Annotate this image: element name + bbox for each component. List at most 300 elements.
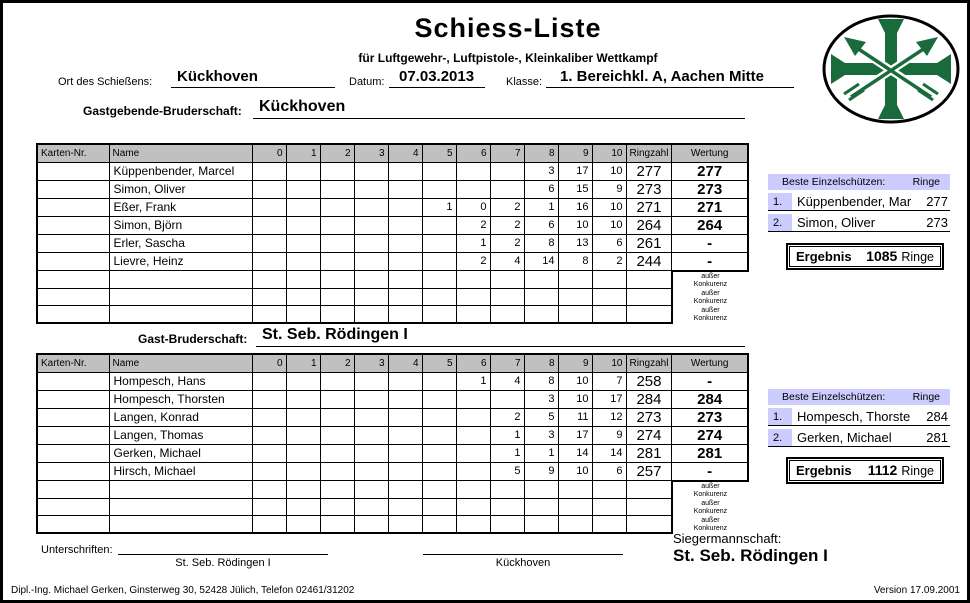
hit-cell-3: [354, 306, 388, 323]
hit-cell-9: [558, 306, 592, 323]
hit-cell-2: [320, 306, 354, 323]
best-header-unit: Ringe: [912, 176, 940, 188]
name-cell: Simon, Björn: [109, 216, 252, 234]
hit-cell-4: [388, 252, 422, 271]
guest-ergebnis-box: [789, 460, 941, 481]
hit-cell-7: [490, 499, 524, 516]
hit-cell-7: 2: [490, 408, 524, 426]
best-name: Hompesch, Thorste: [797, 409, 911, 424]
winner-value: St. Seb. Rödingen I: [673, 546, 828, 565]
name-cell: Eßer, Frank: [109, 198, 252, 216]
wertung-cell: 271: [672, 198, 748, 216]
best-ringe: 284: [926, 409, 948, 424]
hit-cell-4: [388, 198, 422, 216]
best-name: Gerken, Michael: [797, 430, 892, 445]
hit-cell-10: [592, 499, 626, 516]
hit-cell-3: [354, 426, 388, 444]
hit-cell-6: 2: [456, 252, 490, 271]
score-row: [37, 426, 748, 444]
karten-cell: [37, 271, 109, 289]
hit-cell-8: 1: [524, 198, 558, 216]
hit-cell-0: [252, 271, 286, 289]
score-row: [37, 372, 748, 390]
hit-cell-4: [388, 306, 422, 323]
hit-cell-9: 10: [558, 390, 592, 408]
wertung-cell: 274: [672, 426, 748, 444]
footer-contact: Dipl.-Ing. Michael Gerken, Ginsterweg 30, 52428 Jülich, Telefon 02461/31202: [11, 585, 355, 596]
hit-cell-2: [320, 234, 354, 252]
name-cell: [109, 499, 252, 516]
hit-cell-7: 4: [490, 372, 524, 390]
hit-cell-3: [354, 516, 388, 533]
hit-cell-0: [252, 390, 286, 408]
hit-cell-2: [320, 252, 354, 271]
hit-cell-3: [354, 180, 388, 198]
hit-cell-4: [388, 271, 422, 289]
score-row: [37, 162, 748, 180]
ergebnis-unit: Ringe: [901, 249, 934, 264]
hit-cell-7: [490, 180, 524, 198]
hit-cell-4: [388, 516, 422, 533]
karten-cell: [37, 289, 109, 306]
hit-cell-3: [354, 234, 388, 252]
wertung-cell: -: [672, 234, 748, 252]
karten-cell: [37, 216, 109, 234]
host-best-panel: [768, 174, 950, 232]
name-cell: Küppenbender, Marcel: [109, 162, 252, 180]
hit-cell-5: [422, 390, 456, 408]
hit-cell-1: [286, 372, 320, 390]
hit-cell-3: [354, 271, 388, 289]
hit-cell-0: [252, 408, 286, 426]
signature-caption-host: Kückhoven: [495, 557, 551, 569]
hit-cell-2: [320, 271, 354, 289]
hit-cell-6: [456, 499, 490, 516]
hit-cell-8: 1: [524, 444, 558, 462]
hit-cell-7: 2: [490, 234, 524, 252]
hit-cell-9: [558, 516, 592, 533]
hit-cell-10: 10: [592, 198, 626, 216]
ringzahl-cell: 257: [626, 462, 672, 481]
header-cell-6: 6: [456, 144, 490, 162]
hit-cell-8: 5: [524, 408, 558, 426]
hit-cell-0: [252, 198, 286, 216]
name-cell: Erler, Sascha: [109, 234, 252, 252]
header-cell-7: 7: [490, 144, 524, 162]
hit-cell-9: 14: [558, 444, 592, 462]
hit-cell-10: 12: [592, 408, 626, 426]
best-ringe: 273: [926, 215, 948, 230]
score-row: [37, 444, 748, 462]
name-cell: Hompesch, Thorsten: [109, 390, 252, 408]
hit-cell-0: [252, 372, 286, 390]
hit-cell-1: [286, 444, 320, 462]
hit-cell-2: [320, 481, 354, 499]
hit-cell-8: [524, 306, 558, 323]
hit-cell-7: [490, 516, 524, 533]
hit-cell-8: 14: [524, 252, 558, 271]
hit-cell-7: 1: [490, 426, 524, 444]
hit-cell-10: 7: [592, 372, 626, 390]
hit-cell-9: 17: [558, 162, 592, 180]
header-cell-8: 8: [524, 144, 558, 162]
hit-cell-1: [286, 481, 320, 499]
ergebnis-unit: Ringe: [901, 463, 934, 478]
hit-cell-3: [354, 372, 388, 390]
hit-cell-5: [422, 252, 456, 271]
hit-cell-5: [422, 408, 456, 426]
best-rank: 1.: [768, 193, 792, 210]
hit-cell-6: [456, 271, 490, 289]
best-name: Küppenbender, Mar: [797, 194, 912, 209]
hit-cell-6: [456, 180, 490, 198]
karten-cell: [37, 516, 109, 533]
hit-cell-5: [422, 372, 456, 390]
empty-score-row: [37, 289, 748, 306]
score-row: [37, 216, 748, 234]
hit-cell-1: [286, 390, 320, 408]
ergebnis-value: 1085: [866, 247, 898, 264]
signature-line-host: [423, 543, 623, 555]
host-score-table: [36, 143, 749, 324]
page-subtitle: für Luftgewehr-, Luftpistole-, Kleinkaliber Wettkampf: [358, 51, 658, 65]
hit-cell-8: 8: [524, 234, 558, 252]
ringzahl-cell: 271: [626, 198, 672, 216]
hit-cell-4: [388, 289, 422, 306]
best-row: [768, 408, 950, 426]
hit-cell-5: [422, 180, 456, 198]
hit-cell-3: [354, 162, 388, 180]
name-cell: Langen, Konrad: [109, 408, 252, 426]
wertung-cell: 284: [672, 390, 748, 408]
hit-cell-3: [354, 444, 388, 462]
hit-cell-7: 4: [490, 252, 524, 271]
hit-cell-8: 3: [524, 390, 558, 408]
header-cell-3: 3: [354, 354, 388, 372]
hit-cell-2: [320, 516, 354, 533]
hit-cell-10: 10: [592, 216, 626, 234]
guest-score-table: [36, 353, 749, 534]
hit-cell-2: [320, 499, 354, 516]
hit-cell-0: [252, 234, 286, 252]
wertung-cell: 273: [672, 408, 748, 426]
hit-cell-7: [490, 306, 524, 323]
signature-caption-guest: St. Seb. Rödingen I: [175, 557, 271, 569]
out-of-competition-note: außer Konkurenz: [693, 306, 728, 322]
wertung-cell: 277: [672, 162, 748, 180]
hit-cell-10: [592, 306, 626, 323]
guest-brotherhood-value: St. Seb. Rödingen I: [256, 326, 745, 347]
footer-version: Version 17.09.2001: [873, 585, 960, 596]
hit-cell-10: 2: [592, 252, 626, 271]
karten-cell: [37, 252, 109, 271]
empty-score-row: [37, 516, 748, 533]
hit-cell-1: [286, 271, 320, 289]
hit-cell-7: [490, 390, 524, 408]
ergebnis-value: 1112: [867, 461, 898, 478]
hit-cell-5: [422, 234, 456, 252]
header-cell-8: 8: [524, 354, 558, 372]
hit-cell-4: [388, 499, 422, 516]
score-row: [37, 198, 748, 216]
ringzahl-cell: 273: [626, 408, 672, 426]
hit-cell-10: 17: [592, 390, 626, 408]
score-row: [37, 408, 748, 426]
karten-cell: [37, 444, 109, 462]
score-row: [37, 252, 748, 271]
ergebnis-label: Ergebnis: [796, 249, 852, 264]
karten-cell: [37, 390, 109, 408]
header-cell-name: Name: [109, 144, 252, 162]
out-of-competition-note: außer Konkurenz: [693, 482, 728, 498]
hit-cell-8: 3: [524, 162, 558, 180]
wertung-cell: -: [672, 462, 748, 481]
hit-cell-8: [524, 499, 558, 516]
hit-cell-10: 6: [592, 234, 626, 252]
ringzahl-cell: 264: [626, 216, 672, 234]
hit-cell-6: [456, 408, 490, 426]
hit-cell-7: [490, 481, 524, 499]
hit-cell-4: [388, 372, 422, 390]
hit-cell-2: [320, 444, 354, 462]
best-header: [768, 389, 950, 405]
hit-cell-9: [558, 499, 592, 516]
name-cell: Langen, Thomas: [109, 426, 252, 444]
ergebnis-label: Ergebnis: [796, 463, 852, 478]
best-name: Simon, Oliver: [797, 215, 876, 230]
hit-cell-0: [252, 216, 286, 234]
header-cell-3: 3: [354, 144, 388, 162]
hit-cell-10: 6: [592, 462, 626, 481]
hit-cell-5: [422, 499, 456, 516]
hit-cell-9: [558, 481, 592, 499]
ringzahl-cell: 274: [626, 426, 672, 444]
hit-cell-1: [286, 289, 320, 306]
best-header-label: Beste Einzelschützen:: [782, 391, 886, 403]
hit-cell-4: [388, 426, 422, 444]
name-cell: [109, 306, 252, 323]
name-cell: Gerken, Michael: [109, 444, 252, 462]
hit-cell-8: [524, 289, 558, 306]
header-cell-2: 2: [320, 354, 354, 372]
hit-cell-0: [252, 306, 286, 323]
header-cell-1: 1: [286, 354, 320, 372]
hit-cell-2: [320, 426, 354, 444]
hit-cell-0: [252, 162, 286, 180]
ringzahl-cell: 281: [626, 444, 672, 462]
hit-cell-1: [286, 306, 320, 323]
out-of-competition-note: außer Konkurenz: [693, 499, 728, 515]
hit-cell-10: 9: [592, 426, 626, 444]
header-cell-0: 0: [252, 144, 286, 162]
hit-cell-10: 10: [592, 162, 626, 180]
hit-cell-8: 8: [524, 372, 558, 390]
hit-cell-1: [286, 499, 320, 516]
header-cell-4: 4: [388, 354, 422, 372]
best-header-label: Beste Einzelschützen:: [782, 176, 886, 188]
hit-cell-8: 9: [524, 462, 558, 481]
ringzahl-cell: [626, 481, 672, 499]
score-row: [37, 390, 748, 408]
hit-cell-9: 15: [558, 180, 592, 198]
hit-cell-3: [354, 390, 388, 408]
hit-cell-6: [456, 516, 490, 533]
best-row: [768, 193, 950, 211]
best-rank: 2.: [768, 429, 792, 446]
hit-cell-1: [286, 516, 320, 533]
name-cell: [109, 289, 252, 306]
hit-cell-3: [354, 499, 388, 516]
hit-cell-4: [388, 481, 422, 499]
karten-cell: [37, 306, 109, 323]
best-ringe: 281: [926, 430, 948, 445]
hit-cell-5: [422, 289, 456, 306]
best-rank: 2.: [768, 214, 792, 231]
hit-cell-8: 3: [524, 426, 558, 444]
hit-cell-10: [592, 289, 626, 306]
ringzahl-cell: [626, 516, 672, 533]
out-of-competition-note: außer Konkurenz: [693, 272, 728, 288]
hit-cell-4: [388, 444, 422, 462]
hit-cell-8: [524, 481, 558, 499]
karten-cell: [37, 462, 109, 481]
best-ringe: 277: [926, 194, 948, 209]
signature-line-guest: [118, 543, 328, 555]
hit-cell-9: 16: [558, 198, 592, 216]
hit-cell-7: 2: [490, 198, 524, 216]
score-row: [37, 462, 748, 481]
header-cell-1: 1: [286, 144, 320, 162]
hit-cell-4: [388, 390, 422, 408]
hit-cell-8: [524, 516, 558, 533]
hit-cell-4: [388, 180, 422, 198]
wertung-cell: 281: [672, 444, 748, 462]
bruderschaft-cross-arrows-logo: [820, 13, 962, 130]
hit-cell-1: [286, 252, 320, 271]
hit-cell-0: [252, 252, 286, 271]
hit-cell-7: 5: [490, 462, 524, 481]
name-cell: Hompesch, Hans: [109, 372, 252, 390]
host-brotherhood-value: Kückhoven: [253, 98, 745, 119]
wertung-cell: 264: [672, 216, 748, 234]
hit-cell-4: [388, 234, 422, 252]
best-header-unit: Ringe: [912, 391, 940, 403]
ringzahl-cell: 277: [626, 162, 672, 180]
karten-cell: [37, 162, 109, 180]
guest-brotherhood-label: Gast-Bruderschaft:: [138, 332, 248, 346]
name-cell: Simon, Oliver: [109, 180, 252, 198]
hit-cell-5: [422, 426, 456, 444]
hit-cell-9: 10: [558, 216, 592, 234]
hit-cell-5: [422, 306, 456, 323]
hit-cell-4: [388, 408, 422, 426]
hit-cell-9: 8: [558, 252, 592, 271]
name-cell: [109, 481, 252, 499]
hit-cell-6: 1: [456, 372, 490, 390]
hit-cell-8: [524, 271, 558, 289]
header-cell-4: 4: [388, 144, 422, 162]
hit-cell-6: [456, 481, 490, 499]
ringzahl-cell: 258: [626, 372, 672, 390]
wertung-cell: 273: [672, 180, 748, 198]
hit-cell-3: [354, 216, 388, 234]
ringzahl-cell: [626, 271, 672, 289]
empty-score-row: [37, 481, 748, 499]
karten-cell: [37, 180, 109, 198]
hit-cell-8: 6: [524, 216, 558, 234]
header-cell-karten-nr: Karten-Nr.: [37, 144, 109, 162]
hit-cell-6: [456, 306, 490, 323]
hit-cell-2: [320, 216, 354, 234]
header-cell-9: 9: [558, 354, 592, 372]
header-cell-9: 9: [558, 144, 592, 162]
hit-cell-1: [286, 426, 320, 444]
header-cell-ringzahl: Ringzahl: [626, 144, 672, 162]
hit-cell-2: [320, 408, 354, 426]
ringzahl-cell: [626, 499, 672, 516]
score-table-header-row: [37, 354, 748, 372]
empty-score-row: [37, 271, 748, 289]
hit-cell-5: [422, 216, 456, 234]
name-cell: Hirsch, Michael: [109, 462, 252, 481]
hit-cell-7: [490, 271, 524, 289]
karten-cell: [37, 198, 109, 216]
hit-cell-6: 0: [456, 198, 490, 216]
hit-cell-3: [354, 252, 388, 271]
header-cell-karten-nr: Karten-Nr.: [37, 354, 109, 372]
ringzahl-cell: 261: [626, 234, 672, 252]
hit-cell-2: [320, 180, 354, 198]
hit-cell-10: [592, 516, 626, 533]
hit-cell-2: [320, 198, 354, 216]
hit-cell-1: [286, 234, 320, 252]
ringzahl-cell: [626, 289, 672, 306]
hit-cell-2: [320, 162, 354, 180]
header-cell-0: 0: [252, 354, 286, 372]
hit-cell-7: [490, 289, 524, 306]
hit-cell-5: 1: [422, 198, 456, 216]
hit-cell-0: [252, 516, 286, 533]
host-ergebnis-box: [789, 246, 941, 267]
hit-cell-6: [456, 390, 490, 408]
hit-cell-9: 10: [558, 462, 592, 481]
score-row: [37, 234, 748, 252]
score-table-header-row: [37, 144, 748, 162]
header-cell-ringzahl: Ringzahl: [626, 354, 672, 372]
karten-cell: [37, 234, 109, 252]
hit-cell-4: [388, 216, 422, 234]
ort-label: Ort des Schießens:: [58, 76, 153, 88]
hit-cell-5: [422, 444, 456, 462]
hit-cell-2: [320, 390, 354, 408]
hit-cell-6: [456, 162, 490, 180]
hit-cell-1: [286, 462, 320, 481]
karten-cell: [37, 426, 109, 444]
hit-cell-10: 14: [592, 444, 626, 462]
empty-score-row: [37, 499, 748, 516]
karten-cell: [37, 481, 109, 499]
best-row: [768, 429, 950, 447]
hit-cell-1: [286, 408, 320, 426]
hit-cell-1: [286, 180, 320, 198]
hit-cell-10: [592, 481, 626, 499]
ort-value: Kückhoven: [171, 68, 335, 88]
header-cell-10: 10: [592, 354, 626, 372]
hit-cell-0: [252, 289, 286, 306]
header-cell-10: 10: [592, 144, 626, 162]
name-cell: Lievre, Heinz: [109, 252, 252, 271]
signatures-label: Unterschriften:: [41, 544, 113, 556]
